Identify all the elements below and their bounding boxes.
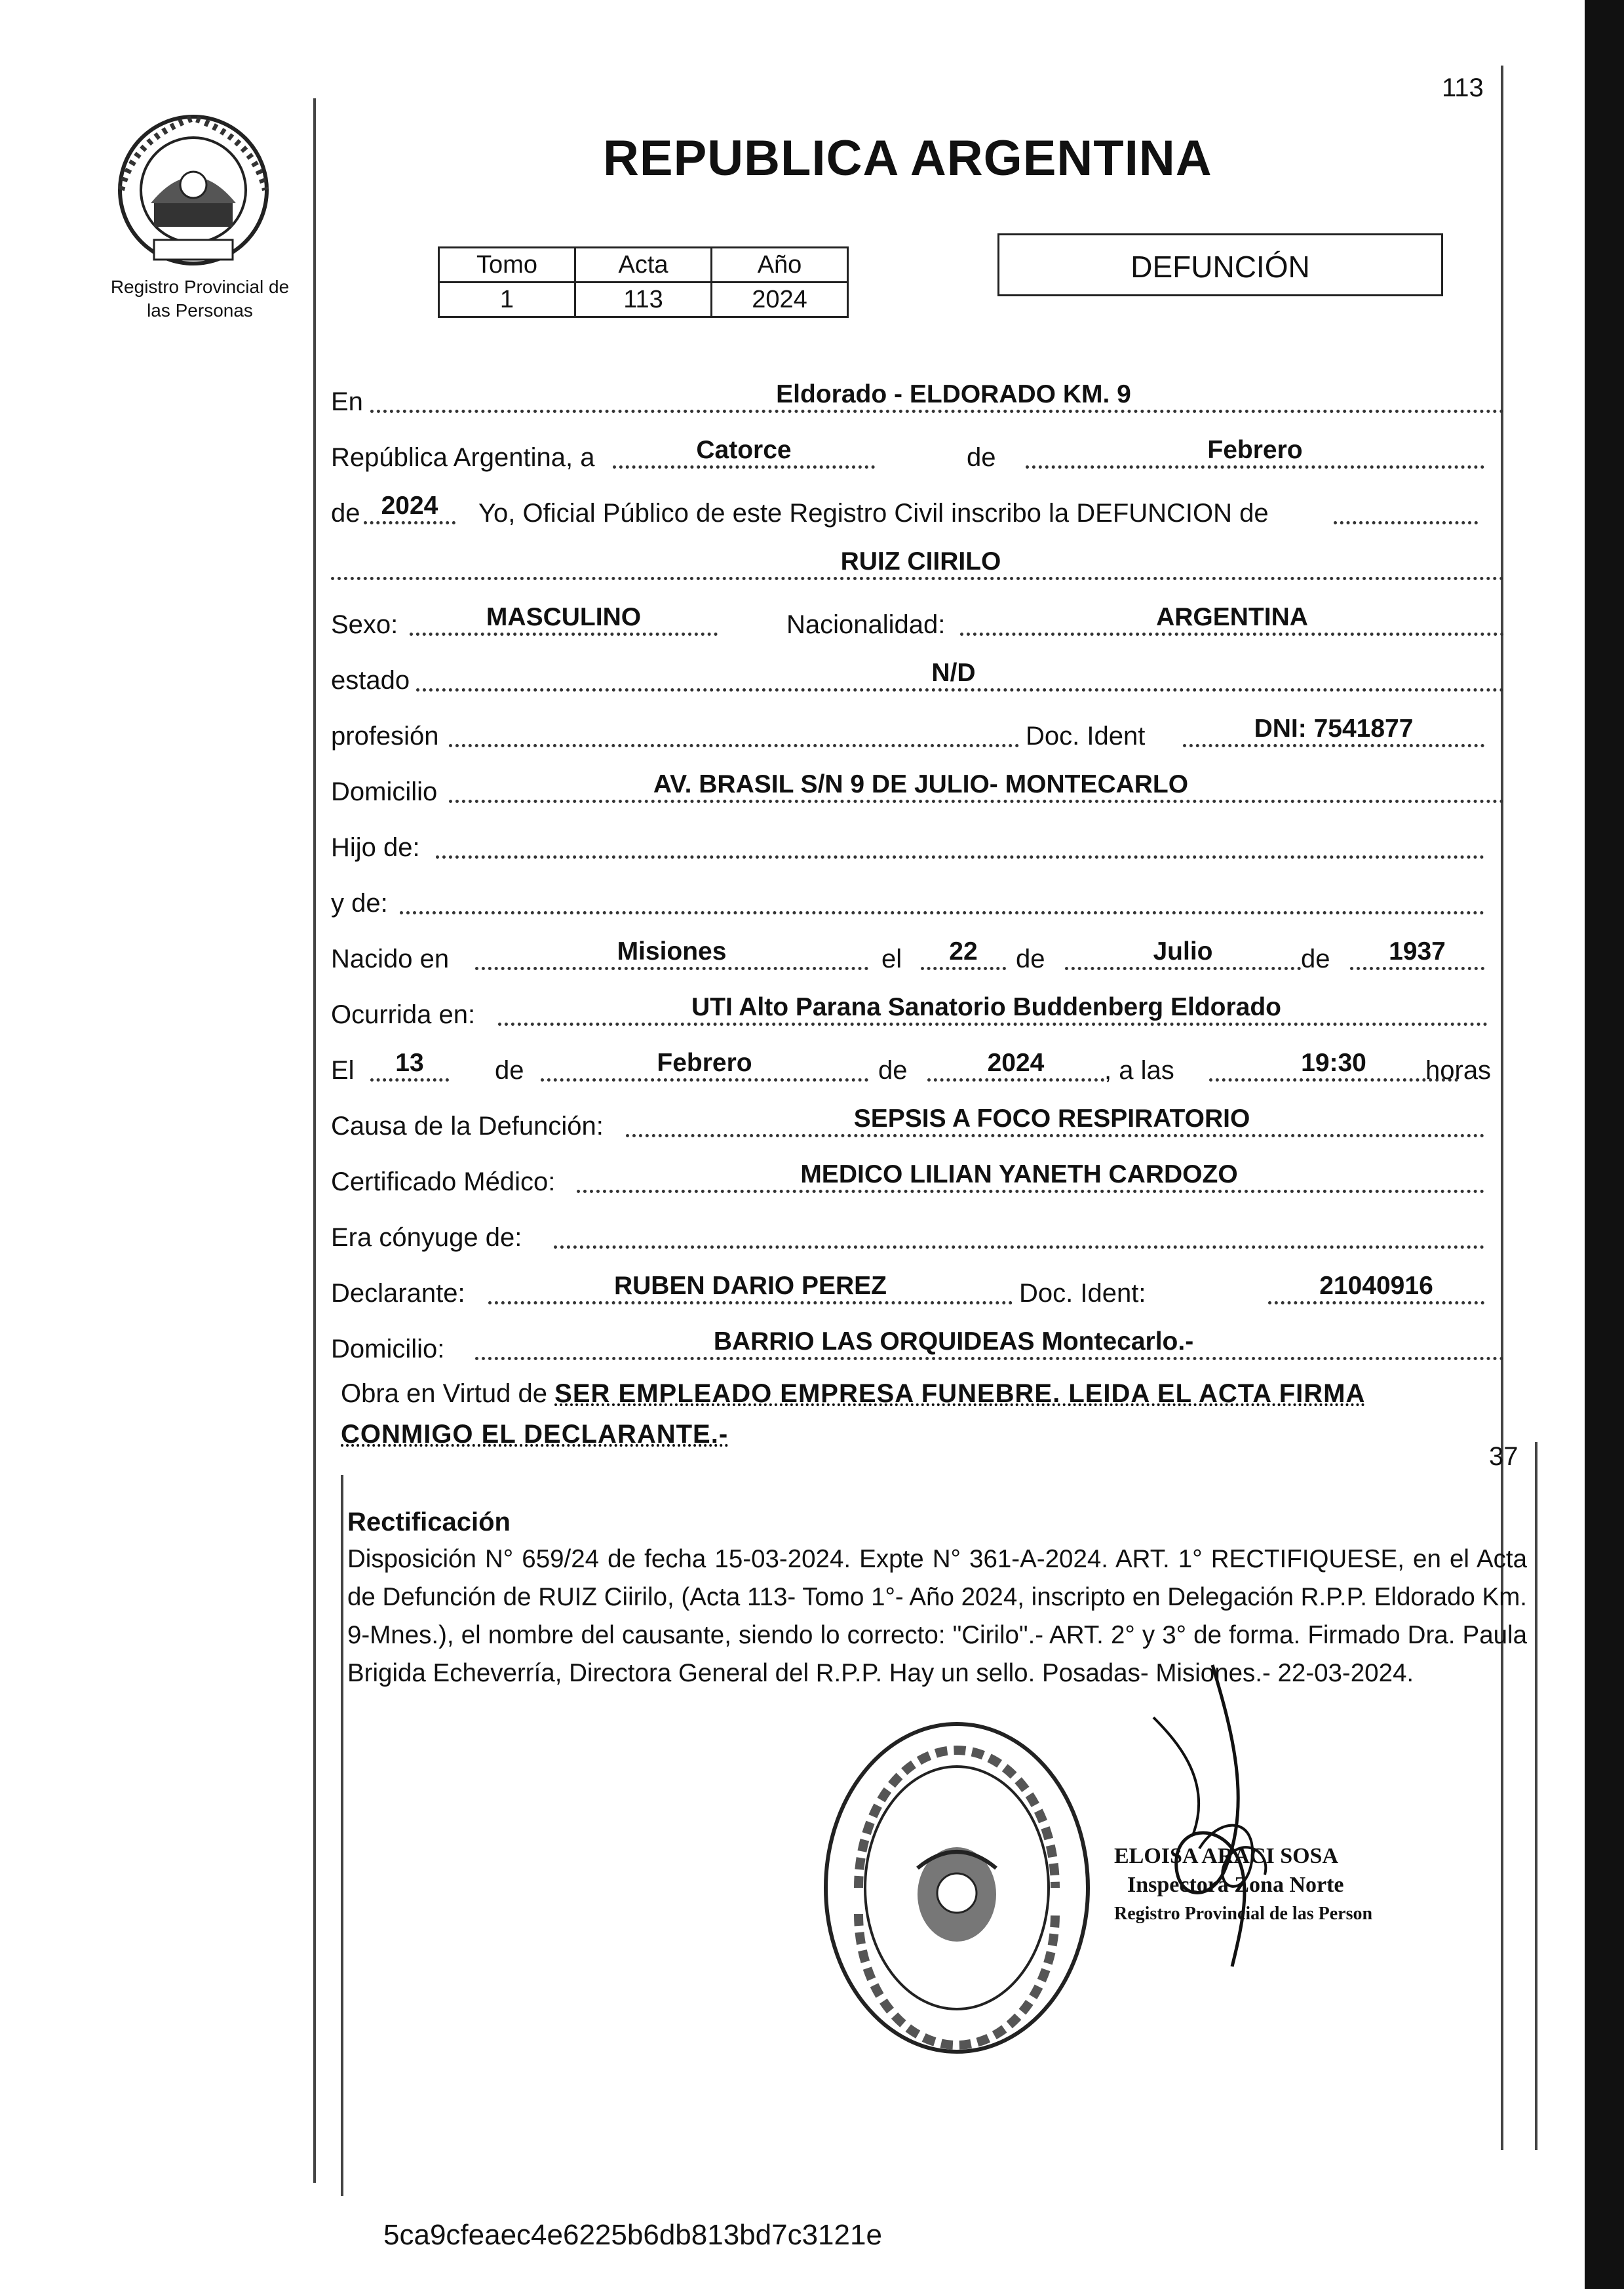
dotted-line: [921, 967, 1006, 970]
declarante-doc-label: Doc. Ident:: [1019, 1279, 1146, 1308]
defuncion-anio-value: 2024: [987, 1049, 1045, 1077]
mes-value: Febrero: [1207, 436, 1303, 464]
dotted-line: [475, 1357, 1504, 1360]
declarante-label: Declarante:: [331, 1279, 465, 1308]
official-seal: [819, 1717, 1094, 2058]
issuer-caption-line2: las Personas: [147, 300, 253, 321]
rectificacion-body: Disposición N° 659/24 de fecha 15-03-2024. Expte N° 361-A-2024. ART. 1° RECTIFIQUESE, en el Acta de Defunción de RUIZ Ciirilo, (Acta 113- Tomo 1°- Año 2024, inscripto en Delegación R.P.P. Eldorado Km. 9-Mnes.), el nombre del causante, siendo lo correcto: "Cirilo".- ART. 2° y 3° de forma. Firmado Dra. Paula Brigida Echeverría, Directora General del R.P.P. Hay un sello. Posadas- Misiones.- 22-03-2024.: [347, 1545, 1527, 1687]
dotted-line: [1334, 521, 1478, 524]
dotted-line: [541, 1078, 868, 1082]
scan-edge-bar: [1585, 0, 1624, 2289]
dotted-line: [449, 800, 1504, 803]
profesion-label: profesión: [331, 722, 439, 751]
margin-number: 37: [1489, 1442, 1518, 1471]
nacionalidad-label: Nacionalidad:: [786, 610, 946, 639]
de-label: de: [967, 443, 996, 472]
de-label-2: de: [331, 499, 360, 528]
obra-text-line1: SER EMPLEADO EMPRESA FUNEBRE. LEIDA EL ACTA FIRMA: [554, 1379, 1366, 1408]
republica-label: República Argentina, a: [331, 443, 595, 472]
obra-en-virtud: [341, 1373, 1520, 1455]
certificado-value: MEDICO LILIAN YANETH CARDOZO: [800, 1160, 1238, 1188]
document-title: REPUBLICA ARGENTINA: [603, 130, 1212, 186]
certificado-label: Certificado Médico:: [331, 1167, 556, 1196]
row-en: [331, 374, 1504, 420]
defuncion-dia-value: 13: [395, 1049, 424, 1077]
horas-label: horas: [1425, 1056, 1492, 1085]
dotted-line: [436, 855, 1484, 859]
dotted-line: [626, 1134, 1484, 1137]
row-fecha-defuncion: [331, 1042, 1504, 1088]
left-margin-line-2: [341, 1475, 343, 2196]
a-las-label: , a las: [1104, 1056, 1174, 1085]
domicilio2-value: BARRIO LAS ORQUIDEAS Montecarlo.-: [713, 1327, 1194, 1356]
dotted-line: [410, 633, 718, 636]
sexo-label: Sexo:: [331, 610, 398, 639]
row-sexo: [331, 597, 1504, 642]
estado-value: N/D: [931, 659, 976, 687]
dotted-line: [475, 967, 868, 970]
row-domicilio: [331, 764, 1504, 810]
dotted-line: [370, 1078, 449, 1082]
oficial-text: Yo, Oficial Público de este Registro Civil inscribo la DEFUNCION de: [478, 499, 1269, 528]
dotted-line: [400, 911, 1484, 914]
dotted-line: [1065, 967, 1301, 970]
issuer-caption: [92, 275, 308, 323]
ocurrida-label: Ocurrida en:: [331, 1000, 476, 1029]
registry-header-tomo: Tomo: [439, 248, 575, 283]
estado-label: estado: [331, 666, 410, 695]
row-declarante: [331, 1265, 1504, 1311]
hijo-de-label: Hijo de:: [331, 833, 420, 862]
nombre-value: RUIZ CIIRILO: [840, 547, 1001, 576]
dotted-line: [364, 521, 455, 524]
left-margin-line: [313, 98, 316, 2183]
causa-value: SEPSIS A FOCO RESPIRATORIO: [853, 1105, 1250, 1133]
ocurrida-en-value: UTI Alto Parana Sanatorio Buddenberg Eldorado: [691, 993, 1281, 1021]
doc-ident-label: Doc. Ident: [1026, 722, 1146, 751]
rectificacion-heading: Rectificación: [347, 1508, 511, 1536]
dotted-line: [416, 688, 1504, 692]
doc-ident-value: DNI: 7541877: [1254, 714, 1414, 743]
conyuge-label: Era cónyuge de:: [331, 1223, 522, 1252]
row-nacido: [331, 931, 1504, 977]
nacimiento-mes-value: Julio: [1153, 937, 1213, 966]
dotted-line: [449, 744, 1019, 747]
nacionalidad-value: ARGENTINA: [1156, 603, 1308, 631]
dotted-line: [960, 633, 1504, 636]
dotted-line: [488, 1301, 1013, 1304]
defuncion-mes-value: Febrero: [657, 1049, 752, 1077]
province-coat-of-arms-logo: [115, 111, 272, 269]
obra-label: Obra en Virtud de: [341, 1379, 548, 1408]
domicilio2-label: Domicilio:: [331, 1335, 445, 1363]
sexo-value: MASCULINO: [486, 603, 642, 631]
row-estado: [331, 652, 1504, 698]
row-certificado: [331, 1154, 1504, 1200]
dotted-line: [1026, 465, 1484, 469]
dotted-line: [370, 410, 1504, 413]
dotted-line: [331, 577, 1504, 580]
registry-header-acta: Acta: [575, 248, 712, 283]
dotted-line: [1350, 967, 1484, 970]
row-conyuge: [331, 1209, 1504, 1255]
dotted-line: [1209, 1078, 1458, 1082]
de-label-4: de: [1301, 945, 1330, 973]
declarante-value: RUBEN DARIO PEREZ: [613, 1272, 887, 1300]
row-y-de: [331, 875, 1504, 921]
row-nombre: [331, 541, 1504, 587]
dotted-line: [927, 1078, 1104, 1082]
dotted-line: [1268, 1301, 1484, 1304]
nacimiento-anio-value: 1937: [1389, 937, 1446, 966]
row-profesion: [331, 708, 1504, 754]
registry-value-acta: 113: [575, 283, 712, 317]
defuncion-hora-value: 19:30: [1301, 1049, 1366, 1077]
domicilio-label: Domicilio: [331, 777, 438, 806]
de-label-6: de: [878, 1056, 908, 1085]
nacido-label: Nacido en: [331, 945, 450, 973]
y-de-label: y de:: [331, 889, 388, 918]
dotted-line: [1183, 744, 1484, 747]
row-causa: [331, 1098, 1504, 1144]
anio-inscripcion-value: 2024: [381, 492, 438, 520]
dotted-line: [554, 1245, 1484, 1249]
dia-texto-value: Catorce: [696, 436, 792, 464]
nacido-en-value: Misiones: [617, 937, 727, 966]
document-type-box: DEFUNCIÓN: [997, 233, 1443, 296]
signature-stamp: [1114, 1842, 1372, 1928]
row-ocurrida: [331, 987, 1504, 1032]
dotted-line: [613, 465, 875, 469]
domicilio-value: AV. BRASIL S/N 9 DE JULIO- MONTECARLO: [653, 770, 1189, 798]
right-margin-line-2: [1535, 1442, 1537, 2150]
page-number: 113: [1442, 73, 1484, 102]
handwritten-signature: [1101, 1652, 1455, 1993]
obra-text-line2: CONMIGO EL DECLARANTE.-: [341, 1420, 729, 1449]
row-oficial: [331, 485, 1504, 531]
stamp-line1: ELOISA ARACI SOSA: [1114, 1844, 1339, 1868]
en-label: En: [331, 387, 363, 416]
row-domicilio-declarante: [331, 1321, 1504, 1367]
issuer-caption-line1: Registro Provincial de: [110, 277, 290, 297]
dotted-line: [498, 1023, 1488, 1026]
El-label: El: [331, 1056, 355, 1085]
dotted-line: [577, 1190, 1484, 1193]
registry-table: [438, 246, 849, 318]
declarante-doc-value: 21040916: [1319, 1272, 1433, 1300]
stamp-line3: Registro Provincial de las Person: [1114, 1904, 1373, 1924]
row-republica: [331, 429, 1504, 475]
registry-header-anio: Año: [712, 248, 848, 283]
row-hijo-de: [331, 819, 1504, 865]
registry-value-anio: 2024: [712, 283, 848, 317]
lugar-value: Eldorado - ELDORADO KM. 9: [776, 380, 1131, 408]
registry-value-tomo: 1: [439, 283, 575, 317]
de-label-5: de: [495, 1056, 524, 1085]
nacimiento-dia-value: 22: [949, 937, 978, 966]
stamp-line2: Inspectora Zona Norte: [1127, 1873, 1344, 1897]
document-hash: 5ca9cfeaec4e6225b6db813bd7c3121e: [383, 2219, 882, 2251]
el-label: el: [881, 945, 902, 973]
causa-label: Causa de la Defunción:: [331, 1112, 604, 1141]
de-label-3: de: [1016, 945, 1045, 973]
